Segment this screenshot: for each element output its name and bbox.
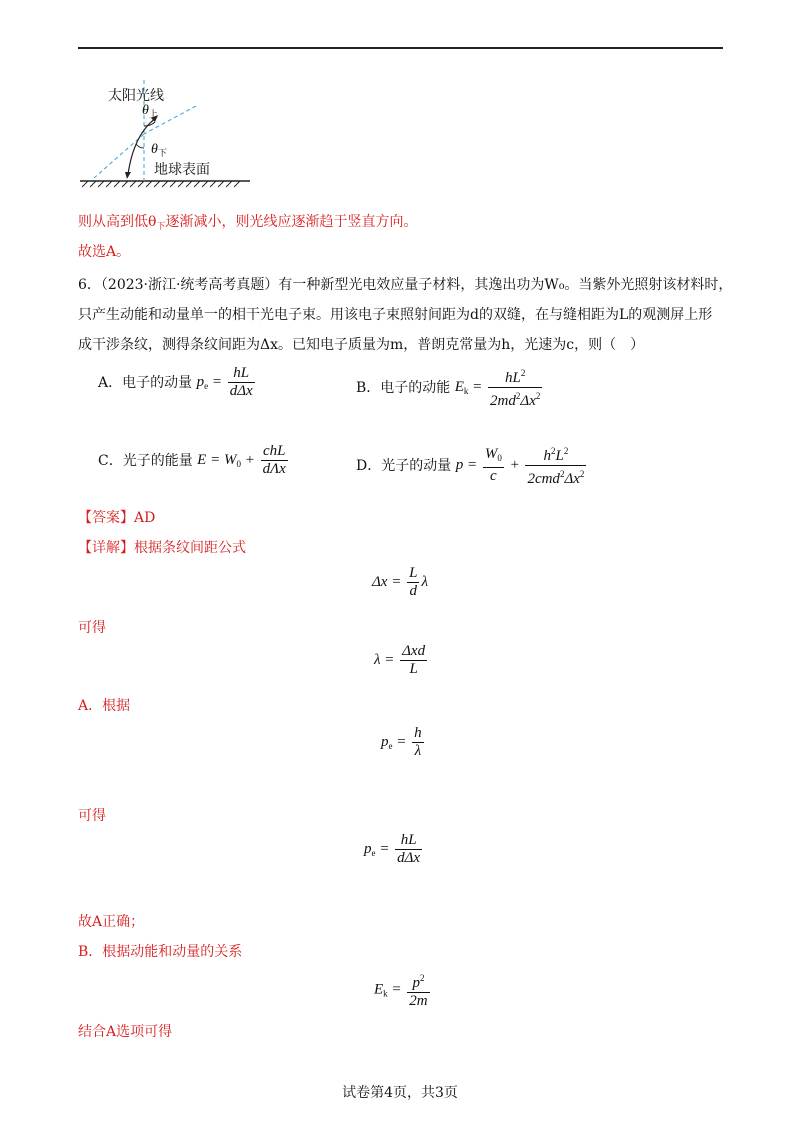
sun-label: 太阳光线 [108, 88, 164, 104]
keyi-2: 可得 [78, 808, 106, 824]
option-d[interactable] [356, 443, 588, 488]
option-c-formula: $E = W_0$ + $\frac{\text{chL}}{\text{dΛx}}$ [197, 443, 286, 477]
option-b[interactable] [356, 365, 544, 410]
prev-explain-rest: 逐渐减小，则光线应逐渐趋于竖直方向。 [165, 214, 418, 230]
option-a-label: A．电子的动量 [98, 374, 193, 391]
equation-momentum: $p_e$ = $\frac{hL}{\text{dΔx}}$ [364, 832, 421, 866]
answer-line: 【答案】AD [78, 510, 156, 526]
option-b-label: B．电子的动能 [356, 379, 451, 396]
theta-top-label [142, 103, 158, 120]
prev-explain-line [78, 212, 417, 237]
option-a-formula: $p_e$ = $\frac{hL}{\text{dΔx}}$ [196, 365, 253, 399]
theta-top-symbol: θ [142, 103, 149, 118]
question-line-1: 6．（2023·浙江·统考高考真题）有一种新型光电效应量子材料，其逸出功为W₀。当紫外光照射该材料时， [78, 277, 733, 293]
option-a[interactable] [98, 365, 257, 400]
theta-top-sub: 上 [148, 109, 158, 119]
prev-explain-sub: 下 [156, 222, 166, 232]
equation-kinetic-energy: $E_k$ = $\frac{p^2}{2m}$ [374, 970, 432, 1010]
ground-hatch [82, 181, 240, 187]
theta-bottom-label [151, 142, 167, 159]
incident-ray-extension [94, 134, 144, 178]
page-footer: 试卷第4页，共3页 [342, 1085, 458, 1101]
keyi-1: 可得 [78, 620, 106, 636]
question-line-3: 成干涉条纹，测得条纹间距为Δx。已知电子质量为m，普朗克常量为h，光速为c，则（ ） [78, 337, 645, 353]
detail-intro: 【详解】根据条纹间距公式 [78, 540, 246, 556]
option-b-formula: $E_k$ = $\frac{hL^2}{2md^2\Delta x^2}$ [455, 379, 545, 395]
option-d-formula: p = $\frac{W_0}{c}$ + $\frac{h^2L^2}{2cmd^2\Delta x^2}$ [456, 457, 589, 473]
equation-wavelength: λ = $\frac{\text{Δxd}}{L}$ [374, 643, 426, 677]
option-d-label: D．光子的动量 [356, 457, 452, 474]
equation-fringe-spacing: Δx = $\frac{L}{d}$ λ [372, 565, 428, 599]
surface-label: 地球表面 [154, 162, 210, 178]
option-c-label: C．光子的能量 [98, 452, 193, 469]
equation-de-broglie: $p_e$ = $\frac{h}{\lambda}$ [381, 725, 422, 759]
prev-answer: 故选A。 [78, 244, 131, 260]
combine-line: 结合A选项可得 [78, 1024, 173, 1040]
option-b-root: B．根据动能和动量的关系 [78, 944, 243, 960]
option-c[interactable] [98, 443, 290, 478]
header-rule [78, 47, 723, 49]
a-correct: 故A正确； [78, 914, 145, 930]
theta-bottom-symbol: θ [151, 142, 158, 157]
theta-bottom-sub: 下 [157, 148, 167, 158]
option-a-root: A．根据 [78, 698, 131, 714]
question-line-2: 只产生动能和动量单一的相干光电子束。用该电子束照射间距为d的双缝，在与缝相距为L的观测屏上形 [78, 307, 713, 323]
prev-explain-text: 则从高到低θ [78, 214, 157, 230]
